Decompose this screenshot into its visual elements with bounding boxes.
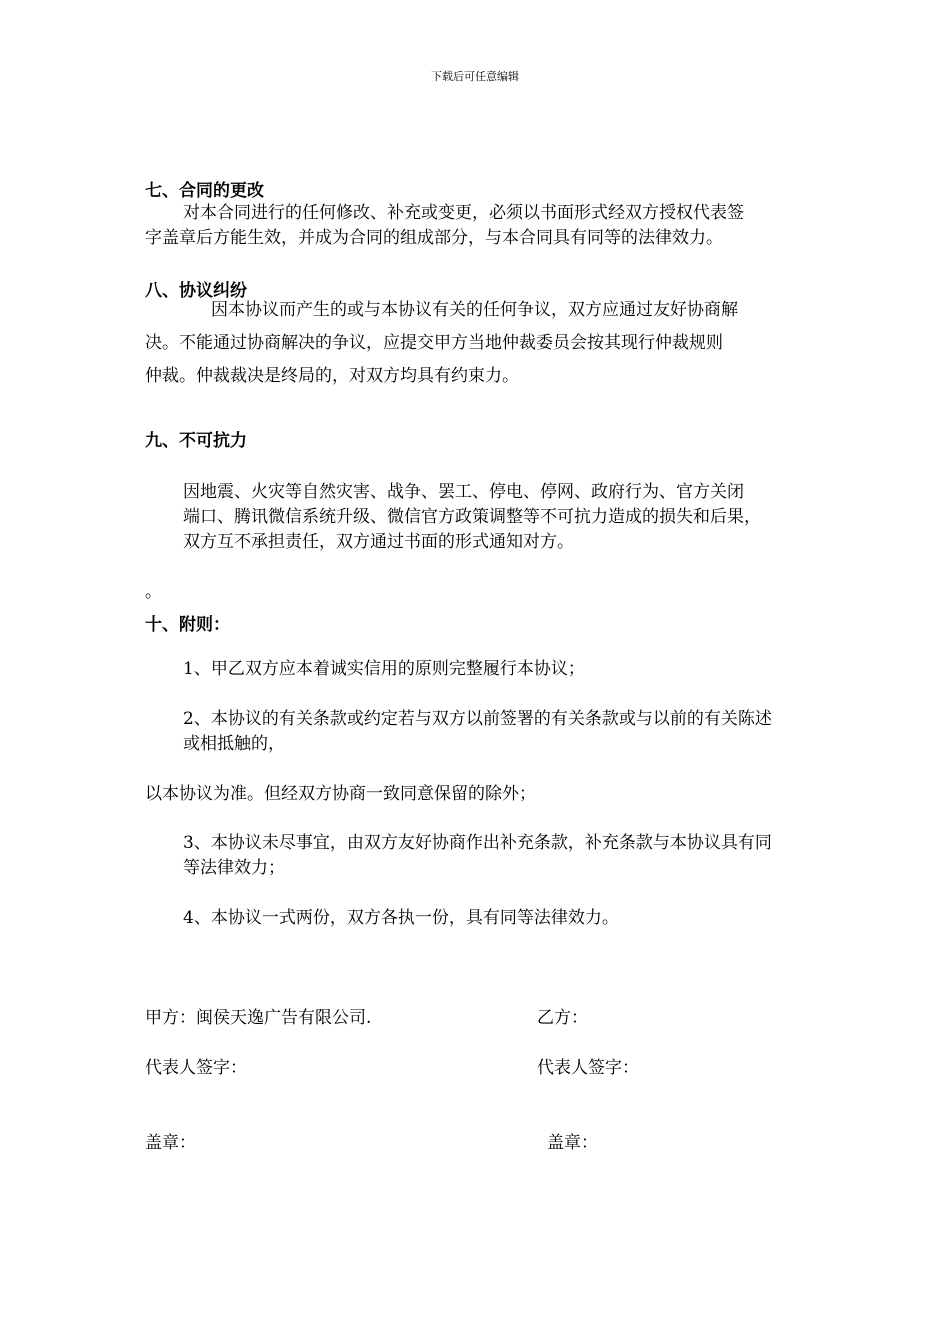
stray-mark: 。 xyxy=(145,582,162,602)
section-10-item-1: 1、甲乙双方应本着诚实信用的原则完整履行本协议； xyxy=(183,659,585,679)
section-10-title: 十、附则： xyxy=(145,615,230,635)
section-7-line-2: 字盖章后方能生效，并成为合同的组成部分，与本合同具有同等的法律效力。 xyxy=(145,228,723,248)
section-8-line-1: 因本协议而产生的或与本协议有关的任何争议，双方应通过友好协商解 xyxy=(211,300,738,320)
section-9-title: 九、不可抗力 xyxy=(145,431,247,451)
section-7-line-1: 对本合同进行的任何修改、补充或变更，必须以书面形式经双方授权代表签 xyxy=(183,203,744,223)
section-10-item-3-line-2: 等法律效力； xyxy=(183,858,285,878)
section-7-title: 七、合同的更改 xyxy=(145,181,264,201)
section-8-line-2: 决。不能通过协商解决的争议，应提交甲方当地仲裁委员会按其现行仲裁规则 xyxy=(145,333,723,353)
section-10-item-2-line-1: 2、本协议的有关条款或约定若与双方以前签署的有关条款或与以前的有关陈述 xyxy=(183,709,772,729)
section-8-line-3: 仲裁。仲裁裁决是终局的，对双方均具有约束力。 xyxy=(145,366,519,386)
party-b-label: 乙方： xyxy=(537,1008,588,1028)
party-a-label: 甲方：闽侯天逸广告有限公司. xyxy=(145,1008,372,1028)
section-10-item-3-line-1: 3、本协议未尽事宜，由双方友好协商作出补充条款，补充条款与本协议具有同 xyxy=(183,833,772,853)
section-8-title: 八、协议纠纷 xyxy=(145,281,247,301)
party-b-representative-signature: 代表人签字： xyxy=(537,1058,639,1078)
party-a-representative-signature: 代表人签字： xyxy=(145,1058,247,1078)
section-10-item-2-line-2: 或相抵触的， xyxy=(183,734,285,754)
section-10-item-4: 4、本协议一式两份，双方各执一份，具有同等法律效力。 xyxy=(183,908,619,928)
section-9-line-3: 双方互不承担责任，双方通过书面的形式通知对方。 xyxy=(183,532,574,552)
section-9-line-1: 因地震、火灾等自然灾害、战争、罢工、停电、停网、政府行为、官方关闭 xyxy=(183,482,744,502)
header-note: 下载后可任意编辑 xyxy=(431,70,519,83)
party-a-seal: 盖章： xyxy=(145,1133,196,1153)
section-10-item-2-continuation: 以本协议为准。但经双方协商一致同意保留的除外； xyxy=(145,784,536,804)
party-b-seal: 盖章： xyxy=(547,1133,598,1153)
section-9-line-2: 端口、腾讯微信系统升级、微信官方政策调整等不可抗力造成的损失和后果， xyxy=(183,507,761,527)
